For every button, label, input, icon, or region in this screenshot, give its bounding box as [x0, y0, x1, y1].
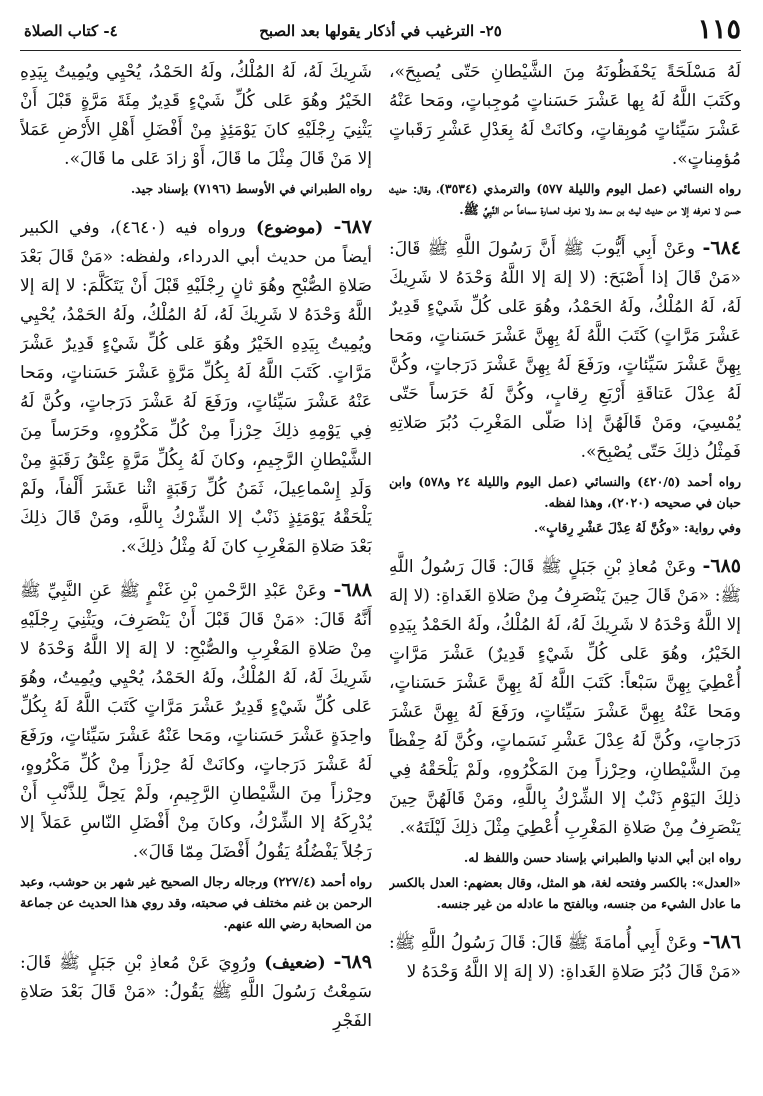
hadith-grade: (ضعيف): [264, 953, 326, 973]
section-gap: [20, 934, 372, 948]
paragraph-text: وفي رواية: «وكُنَّ لَهُ عِدْلَ عَشْرِ رِقابٍ».: [533, 520, 741, 535]
paragraph-text: شَرِيكَ لَهُ، لَهُ المُلْكُ، ولَهُ الحَمْدُ، يُحْيِي ويُمِيتُ بِيَدِهِ الخَيْرُ وهُوَ عَلى كُلِّ شَيْءٍ قَدِيرٌ مِئَةَ مَرَّةٍ قَبْلَ أَنْ يَثْنِيَ رِجْلَيْهِ كانَ يَوْمَئِذٍ مِنْ أَفْضَلِ أَهْلِ الأَرْضِ عَمَلاً إلا مَنْ قَالَ مِثْلَ ما قَالَ، أَوْ زادَ عَلى ما قَالَ».: [20, 62, 372, 169]
source-note: [389, 517, 741, 538]
section-gap: [389, 914, 741, 928]
paragraph-text: وعَنْ أَبِي أَيُّوبَ ﷺ أَنَّ رَسُولَ اللَّهِ ﷺ قَالَ: «مَنْ قَالَ إذا أَصْبَحَ: (لا إلهَ إلا اللَّهُ وَحْدَهُ لا شَرِيكَ لَهُ، لَهُ المُلْكُ، ولَهُ الحَمْدُ، وهُوَ عَلى كُلِّ شَيْءٍ قَدِيرٌ عَشْرَ مَرَّاتٍ) كَتَبَ اللَّهُ لَهُ بِهِنَّ عَشْرَ حَسَناتٍ، ومَحا بِهِنَّ عَشْرَ سَيِّئاتٍ، ورَفَعَ لَهُ بِهِنَّ عَشْرَ دَرَجاتٍ، وكُنَّ لَهُ عِدْلَ عَتاقَةِ أَرْبَعِ رِقابٍ، وكُنَّ لَهُ حَرَساً حَتّى يُمْسِيَ، ومَنْ قَالَهُنَّ إذا صَلّى المَغْرِبَ دُبُرَ صَلاتِهِ فَمِثْلُ ذلِكَ حَتّى يُصْبِحَ».: [389, 239, 741, 462]
paragraph-text: رواه أحمد (٢٢٧/٤) ورجاله رجال الصحيح غير شهر بن حوشب، وعبد الرحمن بن غنم مختلف في صحبته، وقد روي هذا الحديث عن جماعة من الصحابة رضي الله عنهم.: [20, 874, 372, 931]
section-gap: [20, 199, 372, 213]
source-note: [20, 871, 372, 934]
hadith-number: ٦٨٦-: [702, 931, 741, 953]
paragraph-text: وعَنْ مُعاذِ بْنِ جَبَلٍ ﷺ قَالَ: قَالَ رَسُولُ اللَّهِ ﷺ: «مَنْ قَالَ حِينَ يَنْصَرِفُ مِنْ صَلاةِ الغَداةِ: (لا إلهَ إلا اللَّهُ وَحْدَهُ لا شَرِيكَ لَهُ، لَهُ المُلْكُ، ولَهُ الحَمْدُ بِيَدِهِ الخَيْرُ، وهُوَ عَلى كُلِّ شَيْءٍ قَدِيرٌ) عَشْرَ مَرَّاتٍ أُعْطِيَ بِهِنَّ سَبْعاً: كَتَبَ اللَّهُ لَهُ بِهِنَّ عَشْرَ حَسَناتٍ، ومَحا عَنْهُ بِهِنَّ عَشْرَ سَيِّئاتٍ، ورَفَعَ لَهُ بِهِنَّ عَشْرَ دَرَجاتٍ، وكُنَّ لَهُ عِدْلَ عَشْرِ نَسَماتٍ، وكُنَّ لَهُ حِفْظاً مِنَ الشَّيْطانِ، وحِرْزاً مِنَ المَكْرُوهِ، ولَمْ يَلْحَقْهُ فِي ذلِكَ اليَوْمِ ذَنْبٌ إلا الشِّرْكُ بِاللَّهِ، ومَنْ قَالَهُنَّ حِينَ يَنْصَرِفُ مِنْ صَلاةِ المَغْرِبِ أُعْطِيَ مِثْلَ ذلِكَ لَيْلَتَهُ».: [389, 557, 741, 838]
paragraph-text: رواه ابن أبي الدنيا والطبراني بإسناد حسن واللفظ له.: [463, 850, 741, 865]
source-note: [389, 471, 741, 513]
book-title: ٤- كتاب الصلاة: [24, 22, 118, 40]
source-note: [389, 872, 741, 914]
hadith-text: [389, 58, 741, 174]
section-gap: [20, 562, 372, 576]
page-number: ١١٥: [697, 14, 741, 45]
hadith-number: ٦٨٥-: [702, 555, 741, 577]
hadith-text: [389, 234, 741, 467]
hadith-text: [389, 928, 741, 987]
source-note: [389, 847, 741, 868]
hadith-number: ٦٨٤-: [702, 237, 741, 259]
right-column: [389, 58, 741, 1088]
source-note: [389, 178, 741, 220]
paragraph-text: رواه أحمد (٤٢٠/٥) والنسائي (عمل اليوم والليلة ٢٤ و٥٧٨) وابن حبان في صحيحه (٢٠٢٠)، وهذا لفظه.: [389, 474, 741, 510]
section-gap: [389, 220, 741, 234]
hadith-grade: (موضوع): [256, 218, 324, 238]
hadith-number: ٦٨٩-: [333, 951, 372, 973]
hadith-number: ٦٨٧-: [333, 216, 372, 238]
chapter-title: ٢٥- الترغيب في أذكار يقولها بعد الصبح: [259, 22, 502, 40]
paragraph-text: رواه النسائي (عمل اليوم والليلة ٥٧٧) والترمذي (٣٥٣٤)، وقال: حديث حسن لا نعرفه إلا من حديث ليث بن سعد ولا نعرف لعمارة سماعاً من النَّبِيِّ ﷺ.: [389, 181, 741, 217]
paragraph-text: ورواه فيه (٤٦٤٠)، وفي الكبير أيضاً من حديث أبي الدرداء، ولفظه: «مَنْ قَالَ بَعْدَ صَلاةِ الصُّبْحِ وهُوَ ثانٍ رِجْلَيْهِ قَبْلَ أَنْ يَتَكَلَّمَ: لا إلهَ إلا اللَّهُ وَحْدَهُ لا شَرِيكَ لَهُ، لَهُ المُلْكُ، ولَهُ الحَمْدُ، يُحْيِي ويُمِيتُ بِيَدِهِ الخَيْرُ وهُوَ عَلى كُلِّ شَيْءٍ قَدِيرٌ عَشْرَ مَرَّاتٍ. كَتَبَ اللَّهُ لَهُ بِكُلِّ مَرَّةٍ عَشْرَ حَسَناتٍ، ومَحا عَنْهُ عَشْرَ سَيِّئاتٍ، ورَفَعَ لَهُ عَشْرَ دَرَجاتٍ، وكُنَّ لَهُ فِي يَوْمِهِ ذلِكَ حِرْزاً مِنْ كُلِّ مَكْرُوهٍ، وحَرَساً مِنَ الشَّيْطانِ الرَّجِيمِ، وكانَ لَهُ بِكُلِّ مَرَّةٍ عِتْقُ رَقَبَةٍ مِنْ وَلَدِ إِسْماعِيلَ، ثَمَنُ كُلِّ رَقَبَةٍ اثْنا عَشَرَ أَلْفاً، ولَمْ يَلْحَقْهُ يَوْمَئِذٍ ذَنْبٌ إلا الشِّرْكُ بِاللَّهِ، ومَنْ قَالَ ذلِكَ بَعْدَ صَلاةِ المَغْرِبِ كانَ لَهُ مِثْلُ ذلِكَ».: [20, 218, 372, 557]
paragraph-text: «العدل»: بالكسر وفتحه لغة، هو المثل، وقال بعضهم: العدل بالكسر ما عادل الشيء من جنسه، وبالفتح ما عادله من غير جنسه.: [389, 875, 741, 911]
page-header: [20, 12, 741, 51]
source-note: [20, 178, 372, 199]
hadith-text: [20, 948, 372, 1036]
hadith-text: [20, 58, 372, 174]
section-gap: [389, 538, 741, 552]
hadith-text: [20, 576, 372, 867]
paragraph-text: لَهُ مَسْلَحَةً يَحْفَظُونَهُ مِنَ الشَّيْطانِ حَتّى يُصبِحَ»، وكَتَبَ اللَّهُ لَهُ بِها عَشْرَ حَسَناتٍ مُوجِباتٍ، ومَحا عَنْهُ عَشْرَ سَيِّئاتٍ مُوبِقاتٍ، وكانَتْ لَهُ بِعَدْلِ عَشْرِ رَقَباتٍ مُؤمِناتٍ».: [389, 62, 741, 169]
hadith-text: [389, 552, 741, 843]
paragraph-text: رواه الطبراني في الأوسط (٧١٩٦) بإسناد جيد.: [130, 181, 372, 196]
hadith-text: [20, 213, 372, 562]
paragraph-text: ورُوِيَ عَنْ مُعاذِ بْنِ جَبَلٍ ﷺ قَالَ: سَمِعْتُ رَسُولَ اللَّهِ ﷺ يَقُولُ: «مَنْ قَالَ بَعْدَ صَلاةِ الفَجْرِ: [20, 953, 372, 1031]
paragraph-text: وعَنْ أَبِي أُمامَةَ ﷺ قَالَ: قَالَ رَسُولُ اللَّهِ ﷺ: «مَنْ قَالَ دُبُرَ صَلاةِ الغَداةِ: (لا إلهَ إلا اللَّهُ وَحْدَهُ لا: [389, 933, 741, 982]
left-column: [20, 58, 372, 1088]
paragraph-text: وعَنْ عَبْدِ الرَّحْمنِ بْنِ غَنْمٍ ﷺ عَنِ النَّبِيِّ ﷺ أَنَّهُ قَالَ: «مَنْ قَالَ قَبْلَ أَنْ يَنْصَرِفَ، ويَثْنِيَ رِجْلَيْهِ مِنْ صَلاةِ المَغْرِبِ والصُّبْحِ: لا إلهَ إلا اللَّهُ وَحْدَهُ لا شَرِيكَ لَهُ، لَهُ المُلْكُ، ولَهُ الحَمْدُ، يُحْيِي ويُمِيتُ، وهُوَ عَلى كُلِّ شَيْءٍ قَدِيرٌ عَشْرَ مَرَّاتٍ كَتَبَ اللَّهُ لَهُ بِكُلِّ واحِدَةٍ عَشْرَ حَسَناتٍ، ومَحا عَنْهُ عَشْرَ سَيِّئاتٍ، ورَفَعَ لَهُ عَشْرَ دَرَجاتٍ، وكانَتْ لَهُ حِرْزاً مِنْ كُلِّ مَكْرُوهٍ، وحِرْزاً مِنَ الشَّيْطانِ الرَّجِيمِ، ولَمْ يَحِلَّ لِلذَّنْبِ أَنْ يُدْرِكَهُ إلا الشِّرْكُ، وكانَ مِنْ أَفْضَلِ النّاسِ عَمَلاً إلا رَجُلاً يَفْضُلُهُ يَقُولُ أَفْضَلَ مِمّا قَالَ».: [20, 581, 372, 862]
hadith-number: ٦٨٨-: [333, 579, 372, 601]
